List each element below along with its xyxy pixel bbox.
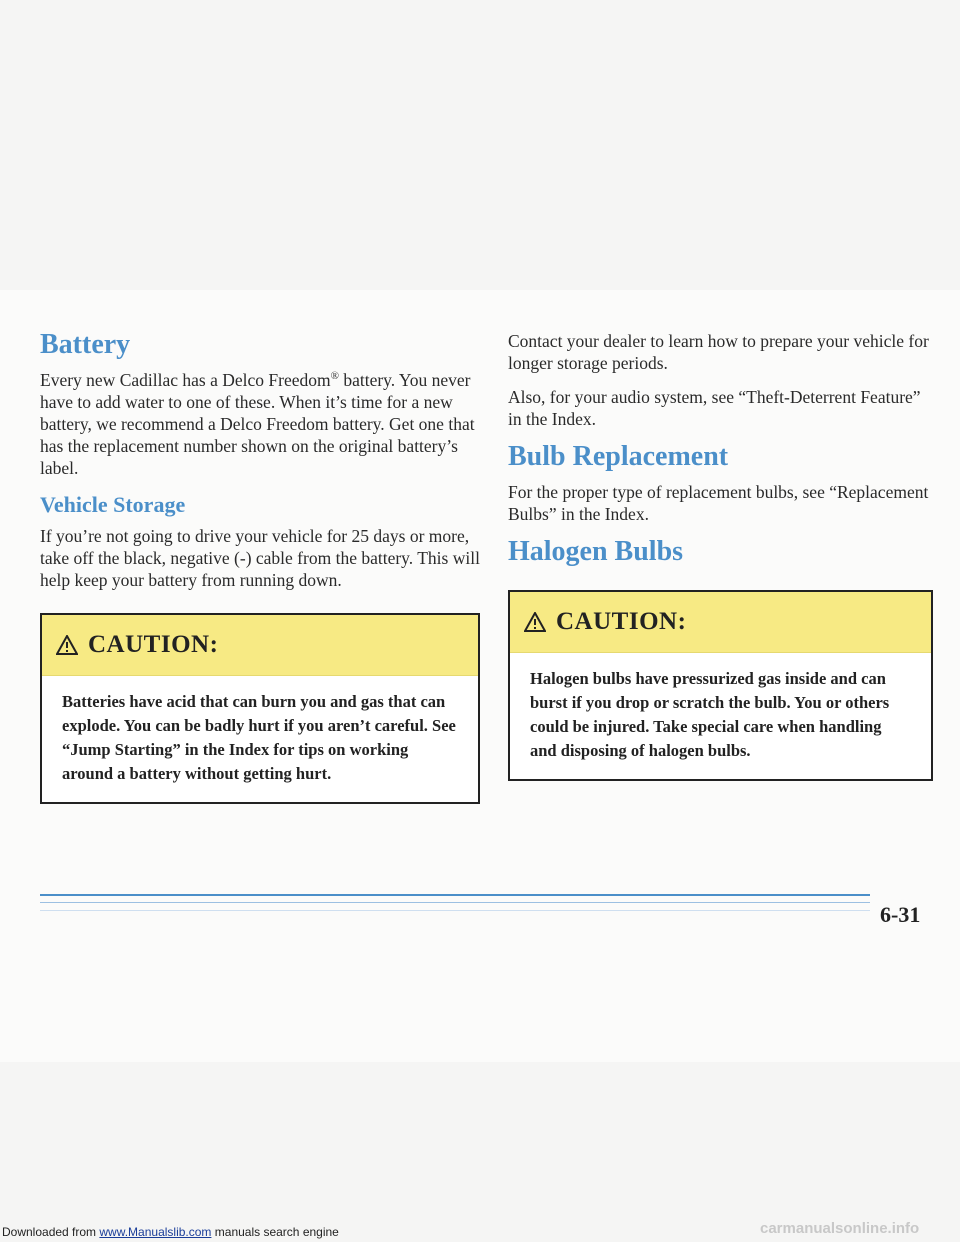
footer-rule [40, 910, 870, 911]
battery-paragraph-rest: battery. You never have to add water to one of these. When it’s time for a new battery, we recommend a Delco Freedom battery. Get one that has the replacement number shown on the original battery’s label. [40, 369, 475, 478]
download-footer [2, 1225, 339, 1239]
footer-rule [40, 894, 870, 896]
manual-page [0, 290, 960, 1062]
left-column [40, 330, 480, 804]
battery-paragraph-start: Every new Cadillac has a Delco Freedom [40, 369, 331, 390]
footer-suffix: manuals search engine [211, 1225, 339, 1239]
caution-text: Batteries have acid that can burn you and gas that can explode. You can be badly hurt if you aren’t careful. See “Jump Starting” in the Index for tips on working around a battery without getting hurt. [62, 691, 456, 783]
bulb-replacement-paragraph: For the proper type of replacement bulbs, see “Replacement Bulbs” in the Index. [508, 481, 929, 524]
top-margin [0, 0, 960, 290]
registered-mark: ® [330, 369, 339, 382]
storage-contact-paragraph: Contact your dealer to learn how to prepare your vehicle for longer storage periods. [508, 331, 929, 373]
vehicle-storage-heading: Vehicle Storage [40, 491, 186, 517]
footer-prefix: Downloaded from [2, 1225, 100, 1239]
warning-triangle-icon [56, 635, 78, 655]
caution-header [510, 592, 931, 653]
caution-header [42, 615, 478, 676]
vehicle-storage-paragraph: If you’re not going to drive your vehicle for 25 days or more, take off the black, negative (-) cable from the battery. This will help keep your battery from running down. [40, 525, 480, 590]
watermark: carmanualsonline.info [760, 1220, 920, 1237]
right-column [508, 330, 933, 781]
halogen-caution-box [508, 590, 933, 781]
halogen-bulbs-heading: Halogen Bulbs [508, 535, 684, 567]
battery-paragraph [40, 369, 480, 479]
footer-rule [40, 902, 870, 903]
battery-heading: Battery [40, 329, 131, 360]
bottom-margin [0, 1062, 960, 1242]
caution-title: CAUTION: [556, 607, 687, 635]
page-number: 6-31 [880, 902, 921, 927]
audio-note-paragraph: Also, for your audio system, see “Theft-Deterrent Feature” in the Index. [508, 387, 921, 429]
warning-triangle-icon [524, 612, 546, 632]
caution-text: Halogen bulbs have pressurized gas inside and can burst if you drop or scratch the bulb. You or others could be injured. Take special care when handling and disposing of halogen bulbs. [530, 668, 890, 760]
caution-title: CAUTION: [88, 630, 219, 658]
manualslib-link[interactable]: www.Manualslib.com [99, 1225, 212, 1239]
battery-caution-box [40, 613, 480, 804]
bulb-replacement-heading: Bulb Replacement [508, 441, 729, 472]
